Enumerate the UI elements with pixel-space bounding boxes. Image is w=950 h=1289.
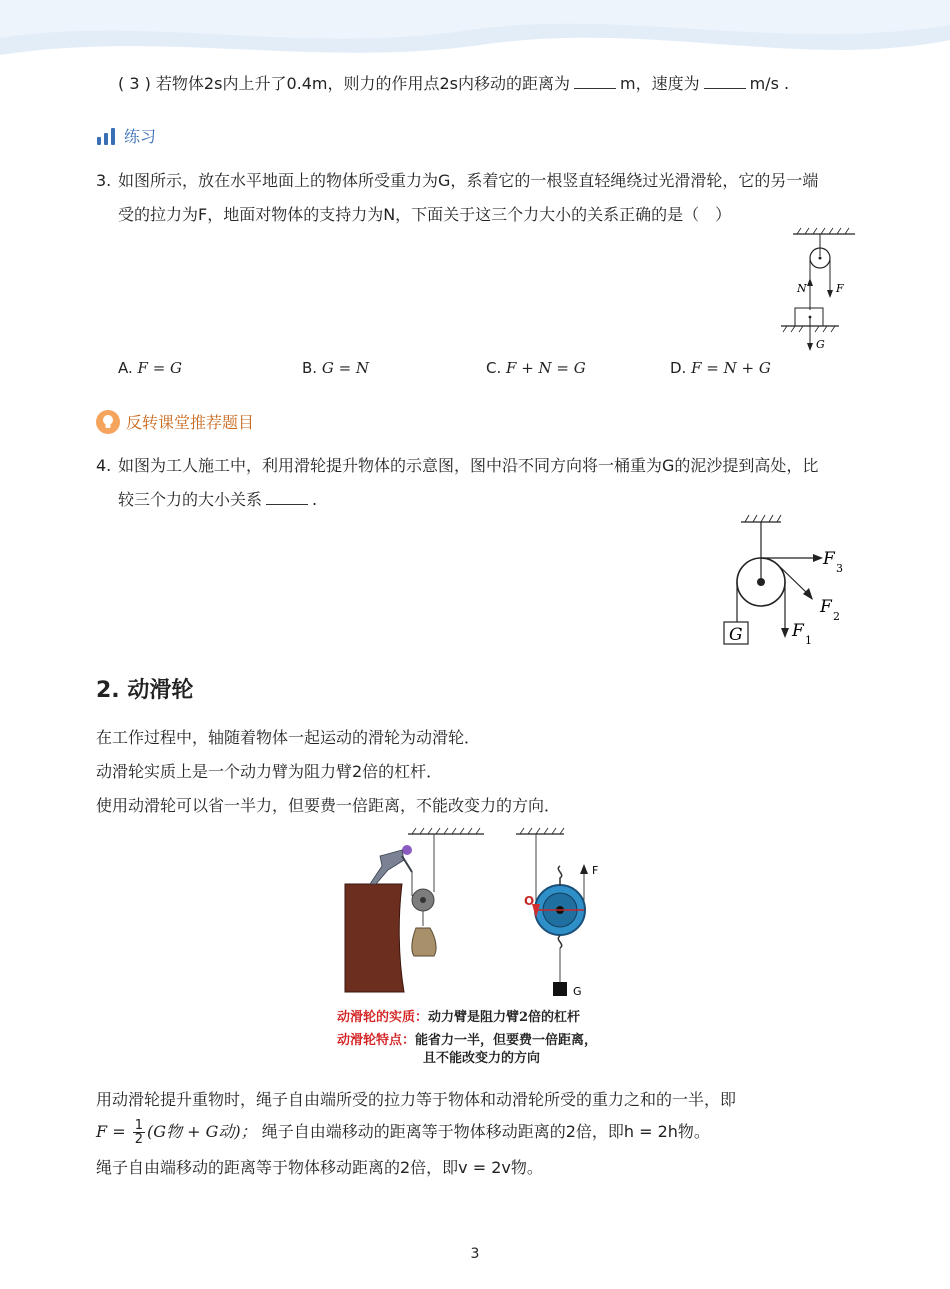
figure-caption-1: 动滑轮的实质：动力臂是阻力臂2倍的杠杆 <box>337 1010 581 1025</box>
paragraph-3: 使用动滑轮可以省一半力，但要费一倍距离，不能改变力的方向． <box>96 796 561 815</box>
practice-section-header <box>96 126 156 148</box>
bar-chart-icon <box>96 127 118 145</box>
unit-text: m，速度为 <box>620 74 700 93</box>
section-label: 练习 <box>124 127 157 146</box>
label-n: N <box>797 282 807 295</box>
label-f1: F <box>792 621 804 641</box>
section-2-heading: 2. 动滑轮 <box>96 678 194 703</box>
question-text: 受的拉力为F，地面对物体的支持力为N，下面关于这三个力大小的关系正确的是（ ） <box>118 205 732 224</box>
fraction-one-half: $\frac{1}{2}$ <box>134 1118 143 1147</box>
answer-blank[interactable] <box>266 490 308 505</box>
label-o: O <box>524 894 535 908</box>
question-number: 3. <box>96 171 112 190</box>
question-text: 如图所示，放在水平地面上的物体所受重力为G，系着它的一根竖直轻绳绕过光滑滑轮，它的另一端 <box>118 171 819 190</box>
label-f: F <box>592 864 599 877</box>
question-4-line-2: 较三个力的大小关系 . <box>118 490 318 509</box>
svg-text:2: 2 <box>833 610 840 623</box>
option-c[interactable]: C. F + N = G <box>486 359 586 377</box>
label-f2: F <box>820 597 832 617</box>
question-text: ( 3 ) 若物体2s内上升了0.4m，则力的作用点2s内移动的距离为 <box>118 74 570 93</box>
formula-rhs: (G物 + G动)； <box>146 1122 257 1141</box>
page-number: 3 <box>470 1246 480 1262</box>
label-g: G <box>729 625 743 645</box>
flip-classroom-section-header <box>96 410 254 434</box>
svg-text:3: 3 <box>836 562 843 575</box>
question-4-line-1 <box>96 454 818 478</box>
movable-pulley-figure <box>340 826 620 1001</box>
figure-caption-2: 动滑轮特点：能省力一半，但要费一倍距离， <box>337 1033 598 1048</box>
label-f: F <box>836 282 844 295</box>
answer-blank[interactable] <box>704 74 746 89</box>
unit-text: m/s . <box>749 74 790 93</box>
figure-caption-3: 且不能改变力的方向 <box>423 1051 541 1066</box>
fixed-pulley-diagram <box>775 226 865 354</box>
question-number: 4. <box>96 456 112 475</box>
header-wave-decoration <box>0 0 950 70</box>
paragraph-2: 动滑轮实质上是一个动力臂为阻力臂2倍的杠杆． <box>96 762 443 781</box>
pulley-forces-diagram <box>715 512 855 652</box>
label-f3: F <box>823 549 835 569</box>
option-b[interactable]: B. G = N <box>302 359 370 377</box>
question-text: 如图为工人施工中，利用滑轮提升物体的示意图，图中沿不同方向将一桶重为G的泥沙提到高处，比 <box>118 456 819 475</box>
paragraph-4: 用动滑轮提升重物时，绳子自由端所受的拉力等于物体和动滑轮所受的重力之和的一半，即 <box>96 1090 737 1109</box>
formula-lhs: F = <box>96 1122 126 1141</box>
answer-blank[interactable] <box>574 74 616 89</box>
paragraph-5: 绳子自由端移动的距离等于物体移动距离的2倍，即v = 2v物。 <box>96 1158 543 1177</box>
label-g: G <box>816 338 825 351</box>
question-text: 较三个力的大小关系 <box>118 490 263 509</box>
section-label: 反转课堂推荐题目 <box>126 413 255 432</box>
label-g: G <box>573 985 582 998</box>
question-part-3 <box>118 72 789 96</box>
question-3-line-2 <box>118 203 731 227</box>
formula-line-1 <box>96 1114 710 1150</box>
question-3-line-1 <box>96 169 818 193</box>
option-d[interactable]: D. F = N + G <box>670 359 771 377</box>
lightbulb-icon <box>96 410 120 434</box>
svg-text:1: 1 <box>805 634 812 647</box>
formula-text: 绳子自由端移动的距离等于物体移动距离的2倍，即h = 2h物。 <box>261 1122 710 1141</box>
paragraph-1: 在工作过程中，轴随着物体一起运动的滑轮为动滑轮． <box>96 728 481 747</box>
option-a[interactable]: A. F = G <box>118 359 183 377</box>
